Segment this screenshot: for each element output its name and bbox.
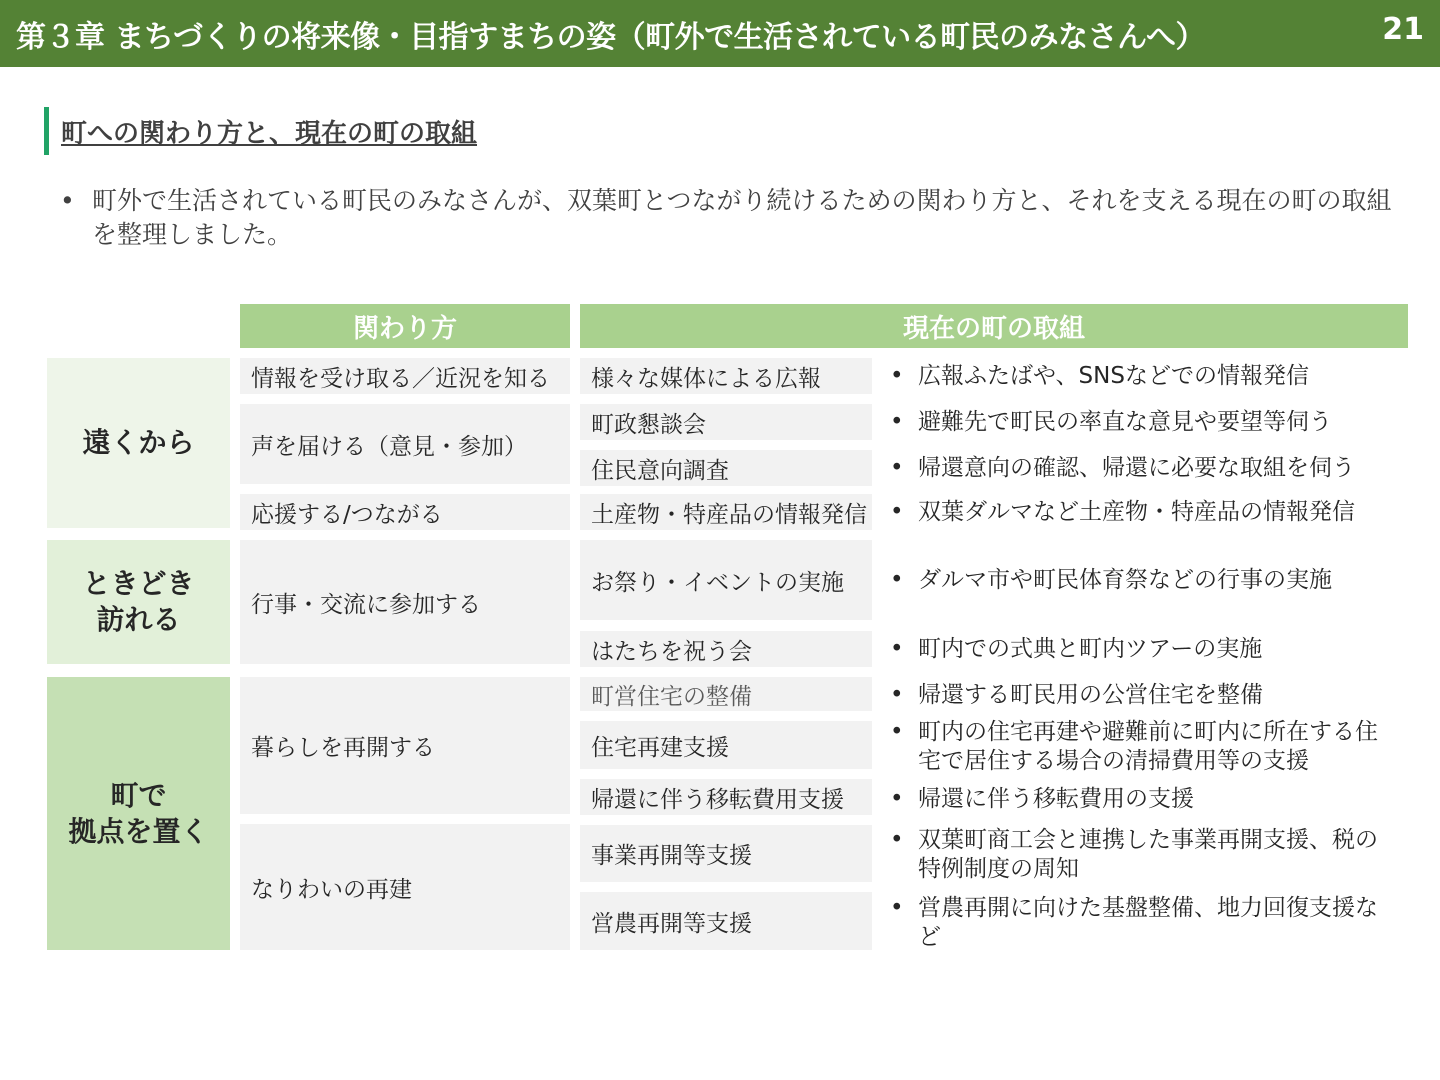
description-row (872, 718, 1408, 778)
initiative-resident-survey: 住民意向調査 (580, 450, 872, 486)
description-text: 双葉ダルマなど土産物・特産品の情報発信 (918, 498, 1355, 525)
description-row (872, 677, 1408, 713)
bullet-icon: • (890, 566, 904, 593)
category-occasional-visit: ときどき 訪れる (47, 540, 230, 664)
bullet-icon: • (890, 454, 904, 481)
intro-paragraph (60, 184, 1400, 252)
initiative-municipal-housing: 町営住宅の整備 (580, 677, 872, 711)
initiative-festivals: お祭り・イベントの実施 (580, 540, 872, 620)
involvement-support-connect: 応援する/つながる (240, 494, 570, 530)
description-row (872, 894, 1408, 954)
description-text: ダルマ市や町民体育祭などの行事の実施 (918, 566, 1332, 593)
description-row (872, 826, 1408, 886)
description-row (872, 631, 1408, 667)
description-row (872, 540, 1408, 620)
header-involvement: 関わり方 (240, 304, 570, 348)
bullet-icon: • (60, 186, 75, 215)
header-initiatives: 現在の町の取組 (580, 304, 1408, 348)
initiative-town-meeting: 町政懇談会 (580, 404, 872, 440)
description-text: 広報ふたばや、SNSなどでの情報発信 (918, 362, 1309, 389)
description-row (872, 494, 1408, 530)
bullet-icon: • (890, 785, 904, 812)
description-row (872, 404, 1408, 440)
initiative-coming-of-age: はたちを祝う会 (580, 631, 872, 667)
involvement-rebuild-livelihood: なりわいの再建 (240, 824, 570, 950)
bullet-icon: • (890, 827, 904, 853)
involvement-receive-info: 情報を受け取る／近況を知る (240, 358, 570, 394)
involvement-voice-opinions: 声を届ける（意見・参加） (240, 404, 570, 484)
description-row (872, 358, 1408, 394)
category-from-afar: 遠くから (47, 358, 230, 528)
description-text: 双葉町商工会と連携した事業再開支援、税の特例制度の周知 (918, 827, 1378, 882)
initiative-farming-restart: 営農再開等支援 (580, 892, 872, 950)
section-title: 町への関わり方と、現在の町の取組 (61, 119, 478, 149)
initiative-housing-rebuild: 住宅再建支援 (580, 721, 872, 769)
header-bar (0, 0, 1440, 67)
bullet-icon: • (890, 635, 904, 662)
bullet-icon: • (890, 362, 904, 389)
description-text: 避難先で町民の率直な意見や要望等伺う (918, 408, 1332, 435)
description-text: 帰還意向の確認、帰還に必要な取組を伺う (918, 454, 1355, 481)
bullet-icon: • (890, 895, 904, 921)
bullet-icon: • (890, 719, 904, 745)
bullet-icon: • (890, 681, 904, 708)
initiative-public-relations: 様々な媒体による広報 (580, 358, 872, 394)
category-base-in-town: 町で 拠点を置く (47, 677, 230, 950)
description-row (872, 781, 1408, 817)
description-text: 帰還に伴う移転費用の支援 (918, 785, 1194, 812)
involvement-join-events: 行事・交流に参加する (240, 540, 570, 664)
page-number: 21 (1382, 12, 1424, 47)
intro-text: 町外で生活されている町民のみなさんが、双葉町とつながり続けるための関わり方と、それを支える現在の町の取組を整理しました。 (92, 186, 1392, 249)
initiative-business-restart: 事業再開等支援 (580, 825, 872, 882)
description-text: 町内での式典と町内ツアーの実施 (918, 635, 1263, 662)
involvement-resume-living: 暮らしを再開する (240, 677, 570, 814)
description-text: 営農再開に向けた基盤整備、地力回復支援など (918, 895, 1378, 950)
description-text: 町内の住宅再建や避難前に町内に所在する住宅で居住する場合の清掃費用等の支援 (918, 719, 1378, 774)
section-accent-bar (44, 107, 49, 155)
description-text: 帰還する町民用の公営住宅を整備 (918, 681, 1263, 708)
bullet-icon: • (890, 498, 904, 525)
initiative-local-products: 土産物・特産品の情報発信 (580, 494, 872, 530)
description-row (872, 450, 1408, 486)
bullet-icon: • (890, 408, 904, 435)
chapter-title: 第３章 まちづくりの将来像・目指すまちの姿（町外で生活されている町民のみなさんへ） (16, 20, 1206, 55)
initiative-relocation-costs: 帰還に伴う移転費用支援 (580, 779, 872, 815)
